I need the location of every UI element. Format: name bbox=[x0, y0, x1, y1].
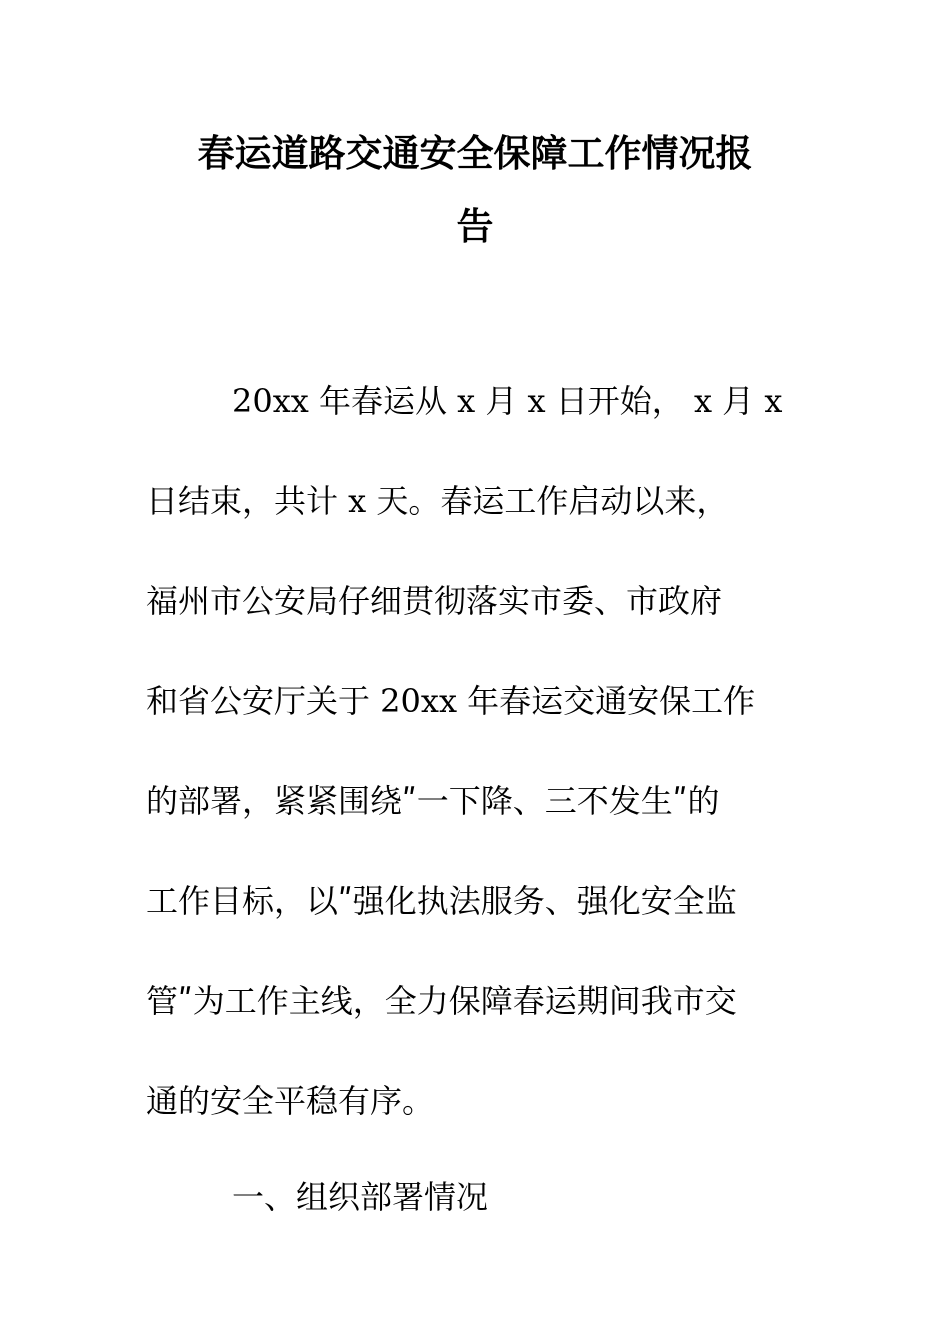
paragraph-line-6: 工作目标，以ʺ强化执法服务、强化安全监 bbox=[146, 882, 737, 920]
paragraph-line-4: 和省公安厅关于 20xx 年春运交通安保工作 bbox=[146, 682, 756, 720]
paragraph-line-3: 福州市公安局仔细贯彻落实市委、市政府 bbox=[146, 582, 723, 620]
paragraph-line-2: 日结束，共计 x 天。春运工作启动以来， bbox=[146, 482, 729, 520]
section-heading: 一、组织部署情况 bbox=[232, 1178, 489, 1216]
paragraph-line-7: 管ʺ为工作主线，全力保障春运期间我市交 bbox=[146, 982, 737, 1020]
paragraph-line-5: 的部署，紧紧围绕ʺ一下降、三不发生ʺ的 bbox=[146, 782, 720, 820]
paragraph-line-1: 20xx 年春运从 x 月 x 日开始， x 月 x bbox=[232, 382, 783, 420]
document-title-line-1: 春运道路交通安全保障工作情况报 bbox=[197, 132, 753, 175]
document-title-line-2: 告 bbox=[456, 205, 494, 248]
paragraph-line-8: 通的安全平稳有序。 bbox=[146, 1082, 435, 1120]
